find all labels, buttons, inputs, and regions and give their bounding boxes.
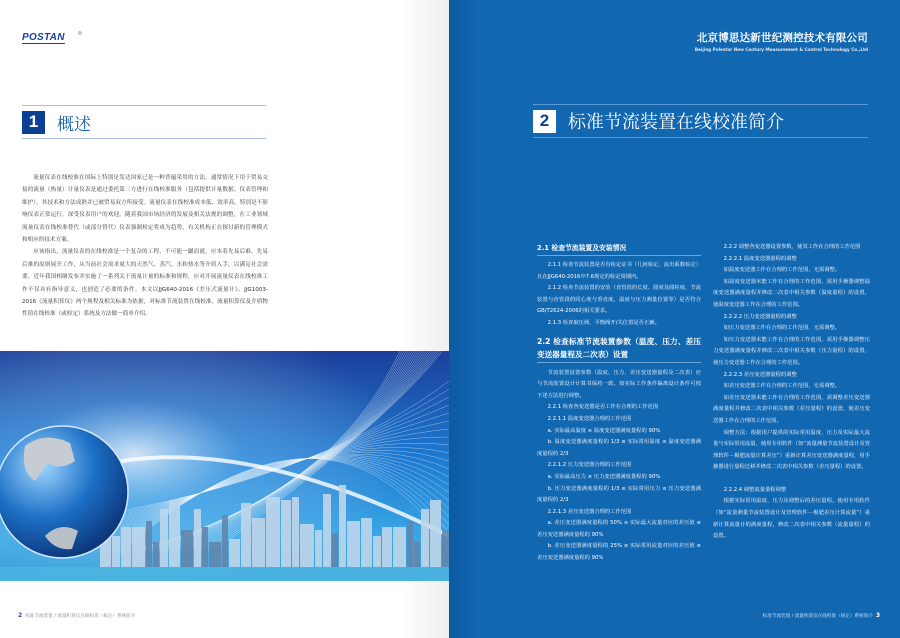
building xyxy=(339,485,346,567)
section-title: 标准节流装置在线校准简介 xyxy=(568,112,784,133)
building xyxy=(292,497,299,567)
paragraph: 节流装置设置参数（温度、压力、差压变送器量程及二次表）应与节流装置设计计算书保持一致。如实际工作条件偏离设计条件可按下述方法进行调整。 xyxy=(537,369,701,399)
building xyxy=(407,521,413,567)
company-header xyxy=(695,30,868,52)
page-number: 2 xyxy=(18,612,23,619)
paragraph: 流量仪表在线校准在国际上特别是发达国家已是一种普遍采用的方法。通常情况下用于贸易交接的流量（热量）计量仪表是通过委托第三方进行在线校准服务（包括提供计量数据、仪表管理和维护），其技术和方法成熟并已被贸易双方所接受。流量仪表在线校准成本低、效率高，特别是不影响仪表正常运行，深受仪表用户的欢迎。随着我国市场经济的发展及相关法规的调整，在工业领域流量仪表在线校准替代（或部分替代）仪表强制检定将成为趋势，有关机构正在探讨新的管理模式和相应的技术方案。 xyxy=(22,175,268,244)
paragraph: b. 压力变送器满度量程的 1/3 ≤ 实际常用压力 ≤ 压力变送器满度量程的 2/3 xyxy=(537,485,701,504)
building xyxy=(332,533,338,567)
intro-text xyxy=(22,172,268,321)
paragraph: 2.2.1.3 差压变送器合理的工作范围 xyxy=(547,508,632,515)
text-column-2 xyxy=(713,242,870,543)
building xyxy=(241,503,251,567)
postan-logo: POSTAN ® xyxy=(22,31,82,43)
footer-text: 标准节流装置 / 流量积算仪在线校准（核定）系统简介 xyxy=(25,613,136,619)
paragraph: 2.1.3 检查取压阀、平衡阀开/关位置是否正确。 xyxy=(547,319,660,326)
paragraph: 2.2.1.1 温度变送器合理的工作范围 xyxy=(547,415,632,422)
building xyxy=(382,527,392,567)
building xyxy=(430,500,441,567)
building xyxy=(361,518,372,567)
paragraph: 如差压变送器工作在合理的工作范围，无需调整。 xyxy=(723,383,841,390)
building xyxy=(323,494,331,567)
section-heading-2 xyxy=(533,104,868,138)
building xyxy=(315,530,322,567)
building xyxy=(209,542,221,567)
building xyxy=(153,542,159,567)
paragraph: 如温度变送器工作在合理的工作范围，无需调整。 xyxy=(723,267,841,274)
building xyxy=(281,500,291,567)
page-number: 3 xyxy=(875,612,880,619)
footer-right xyxy=(763,612,880,619)
paragraph: 2.2.1.2 压力变送器合理的工作范围 xyxy=(547,462,632,469)
paragraph: 如压力变送器未能工作在合理的工作范围，需用手操器调整压力变送器满度量程并修改二次表中相关参数（压力量程）的设置，使压力变送器工作在合理的工作范围。 xyxy=(713,336,870,366)
building xyxy=(146,521,152,567)
text-column-1 xyxy=(537,242,701,565)
section-heading-1 xyxy=(22,105,266,139)
paragraph: 2.2.2.4 调整流量量程调整 xyxy=(723,486,787,493)
section-number: 1 xyxy=(22,111,45,134)
paragraph: 2.2.2 调整各变送器设置参数，使其工作在合理的工作范围 xyxy=(723,244,861,250)
building xyxy=(252,518,265,567)
paragraph: 调整方法：根据用户提供的实际常用温度、压力及实际最大流量与实际常用流量，使用专用软件（如“流量测量节流装置设计及管理软件－极肥流量计算差压”）重新计算差压变送器满度量程，用手操器进行量程迁移并修改二次表中相关参数（差压量程）的设置。 xyxy=(713,429,870,471)
paragraph: 应该指出，流量仪表的在线校准是一个复杂的工程，不可能一蹴而就，应本着先易后难、先易后难的原则展开工作，从当前社会需求量大的天然气、蒸汽、水和热水等介质入手，以满足社会需要。近年我国相继发布并实施了一系列关于流量计量的标准和规程，应对开展流量仪表在线校准工作不仅具有指导意义，也创造了必要的条件。本文以JJG640-2016《差压式流量计》、JJG1003-2016《流量积算仪》两个规程及相关标准为依据，对标准节流装置在线校准、流量积算仪及介质物性值在线校准（或检定）系统及方法做一简单介绍。 xyxy=(22,249,268,318)
paragraph: 如压力变送器工作在合理的工作范围，无需调整。 xyxy=(723,325,841,332)
paragraph: a. 实际最高压力 ≤ 压力变送器满度量程的 90% xyxy=(547,473,661,480)
building xyxy=(181,530,193,567)
paragraph: 2.2.1 检查各变送器是否工作在合理的工作范围 xyxy=(547,404,659,411)
building xyxy=(414,542,420,567)
building xyxy=(229,539,240,567)
building xyxy=(421,509,429,567)
building xyxy=(373,536,381,567)
left-page xyxy=(0,0,449,638)
paragraph: 2.2.2.3 差压变送器量程的调整 xyxy=(723,371,797,378)
paragraph: 如温度变送器未能工作在合理的工作范围，需用手操器调整温度变送器满度量程并修改二次表中相关参数（温度量程）的设置，使温度变送器工作在合理的工作范围。 xyxy=(713,278,870,308)
footer-text: 标准节流装置 / 流量积算仪在线校准（核定）系统简介 xyxy=(762,613,873,619)
building xyxy=(132,527,145,567)
building xyxy=(160,509,168,567)
section-number: 2 xyxy=(533,110,556,133)
paragraph: b. 差压变送器满度量程的 25% ≤ 实际常用流量对应的差压值 ≤ 差压变送器满度量程的 90% xyxy=(537,543,701,562)
section-title: 概述 xyxy=(57,114,91,135)
building xyxy=(300,524,314,567)
hero-image-globe-city xyxy=(0,351,449,581)
subsection-heading: 2.2 检查标准节流装置参数（温度、压力、差压变送器量程及二次表）设置 xyxy=(537,335,701,363)
paragraph: b. 温度变送器满度量程的 1/3 ≤ 实际常用温度 ≤ 温度变送器满度量程的 2/3 xyxy=(537,439,701,457)
building xyxy=(121,527,131,567)
paragraph: 如差压变送器未能工作在合理的工作范围，需调整差压变送器满度量程并修改二次表中相关参数（差压量程）的设置，使差压变送器工作在合理的工作范围。 xyxy=(713,394,870,424)
spacer xyxy=(713,474,870,485)
paragraph: 2.1.1 检查节流装置是否有检定证书（几何检定、流出系数检定）且在JJG640-2016中7.6规定的检定周期内。 xyxy=(537,262,701,280)
footer-left xyxy=(18,612,135,619)
paragraph: a. 实际最高温度 ≤ 温度变送器满度量程的 90% xyxy=(547,427,661,434)
building xyxy=(442,530,449,567)
company-name-cn: 北京博思达新世纪测控技术有限公司 xyxy=(696,32,868,44)
paragraph: a. 差压变送器满度量程的 50% ≤ 实际最大流量对应的差压值 ≤ 差压变送器满度量程的 90% xyxy=(537,520,701,538)
paragraph: 根据实际常用温度、压力及调整后的差压量程，使用专用软件（如“流量测量节流装置设计及管理软件－极肥差压计算流量”）重新计算流量计的满度量程，修改二次表中相关参数（流量量程）的设置。 xyxy=(713,498,870,540)
company-name-en: Beijing Polestar New Century Measurement & Control Technology Co.,Ltd xyxy=(694,47,868,52)
building xyxy=(347,521,360,567)
building xyxy=(194,509,201,567)
building xyxy=(169,500,180,567)
building xyxy=(393,527,406,567)
building xyxy=(202,527,208,567)
building xyxy=(266,497,280,567)
building xyxy=(112,536,120,567)
paragraph: 2.2.2.1 温度变送器量程的调整 xyxy=(723,255,797,262)
subsection-heading: 2.1 检查节流装置及安装情况 xyxy=(537,242,701,256)
paragraph: 2.1.2 检查节流装置的安装（直管段的长度、圆度及圆柱度，节流装置与直管段的同心度与垂直度，温度与压力测量位置等）是否符合GB/T2624-2006的相关要求。 xyxy=(537,285,701,315)
paragraph: 2.2.2.2 压力变送器量程的调整 xyxy=(723,313,797,320)
building xyxy=(222,515,228,567)
